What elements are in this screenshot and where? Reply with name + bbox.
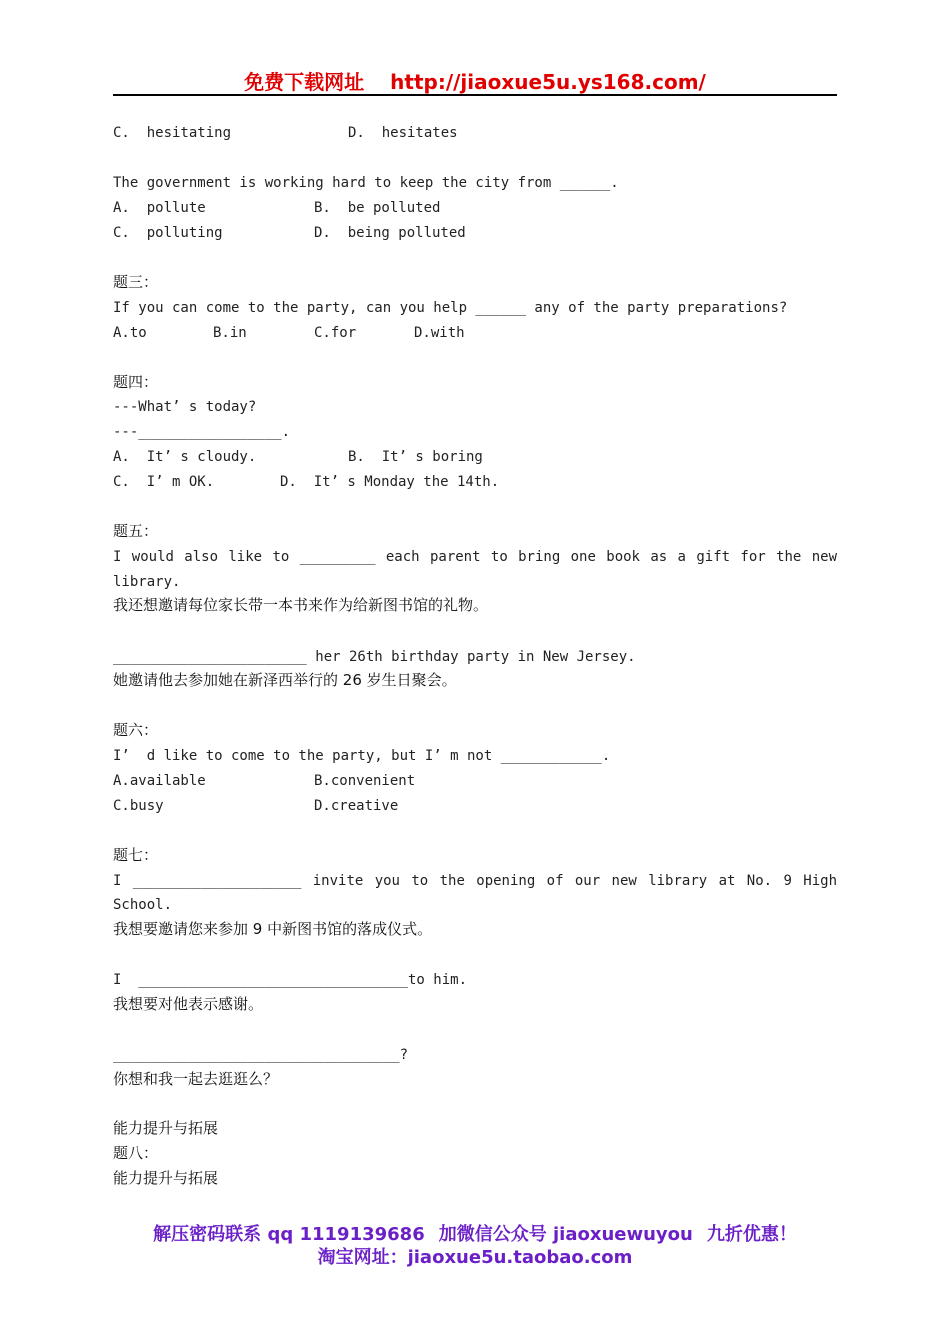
q3-option-c: C.for [314, 325, 357, 341]
q2-option-c-prev: C. hesitating [113, 125, 232, 141]
q5-stem-line2: library. [113, 574, 181, 590]
q7-stem-line3: I ________________________________to him. [113, 972, 468, 988]
q4-option-d: D. It’ s Monday the 14th. [280, 474, 500, 490]
q4-title: 题四： [113, 373, 159, 391]
q8-title: 题八： [113, 1144, 159, 1162]
q3-option-a: A.to [113, 325, 147, 341]
q6-option-d: D.creative [314, 798, 399, 814]
q7-translation3: 你想和我一起去逛逛么？ [113, 1070, 279, 1088]
q4-option-c: C. I’ m OK. [113, 474, 215, 490]
footer-discount: 九折优惠！ [706, 1224, 797, 1245]
q3-option-b: B.in [213, 325, 247, 341]
q2-option-c: C. polluting [113, 225, 223, 241]
section-heading-ability-2: 能力提升与拓展 [113, 1169, 219, 1187]
q2-option-d: D. being polluted [314, 225, 466, 241]
q6-title: 题六： [113, 721, 159, 739]
q4-dialog-line2: ---_________________. [113, 424, 291, 440]
q7-stem-line4: __________________________________? [113, 1047, 409, 1063]
q5-stem-line1: I would also like to _________ each parent to bring one book as a gift for the new [113, 549, 837, 565]
q3-stem: If you can come to the party, can you help ______ any of the party preparations? [113, 300, 788, 316]
q7-translation2: 我想要对他表示感谢。 [113, 995, 264, 1013]
header-label: 免费下载网址 [244, 70, 365, 94]
section-heading-ability: 能力提升与拓展 [113, 1119, 219, 1137]
q6-stem: I’ d like to come to the party, but I’ m not ____________. [113, 748, 611, 764]
q2-option-a: A. pollute [113, 200, 206, 216]
q2-stem: The government is working hard to keep the city from ______. [113, 175, 619, 191]
footer-wechat: 加微信公众号 jiaoxuewuyou [438, 1224, 693, 1245]
q6-option-c: C.busy [113, 798, 164, 814]
header-url-link[interactable]: http://jiaoxue5u.ys168.com/ [390, 70, 706, 94]
q7-stem-line2: School. [113, 897, 173, 913]
q7-stem-line1: I ____________________ invite you to the opening of our new library at No. 9 High [113, 873, 837, 889]
q5-translation1: 我还想邀请每位家长带一本书来作为给新图书馆的礼物。 [113, 596, 489, 614]
q5-stem-line3: _______________________ her 26th birthday party in New Jersey. [113, 649, 636, 665]
q6-option-a: A.available [113, 773, 206, 789]
page-header [113, 66, 837, 96]
q2-option-d-prev: D. hesitates [348, 125, 458, 141]
q5-translation2: 她邀请他去参加她在新泽西举行的 26 岁生日聚会。 [113, 671, 457, 689]
footer-taobao-link[interactable]: 淘宝网址：jiaoxue5u.taobao.com [317, 1247, 633, 1268]
q6-option-b: B.convenient [314, 773, 416, 789]
q4-dialog-line1: ---What’ s today? [113, 399, 257, 415]
q2-option-b: B. be polluted [314, 200, 441, 216]
q3-title: 题三： [113, 273, 159, 291]
q4-option-b: B. It’ s boring [348, 449, 483, 465]
footer-contact-qq: 解压密码联系 qq 1119139686 [153, 1224, 425, 1245]
q5-title: 题五： [113, 522, 159, 540]
q7-translation1: 我想要邀请您来参加 9 中新图书馆的落成仪式。 [113, 920, 433, 938]
q4-option-a: A. It’ s cloudy. [113, 449, 257, 465]
q3-option-d: D.with [414, 325, 465, 341]
q7-title: 题七： [113, 846, 159, 864]
